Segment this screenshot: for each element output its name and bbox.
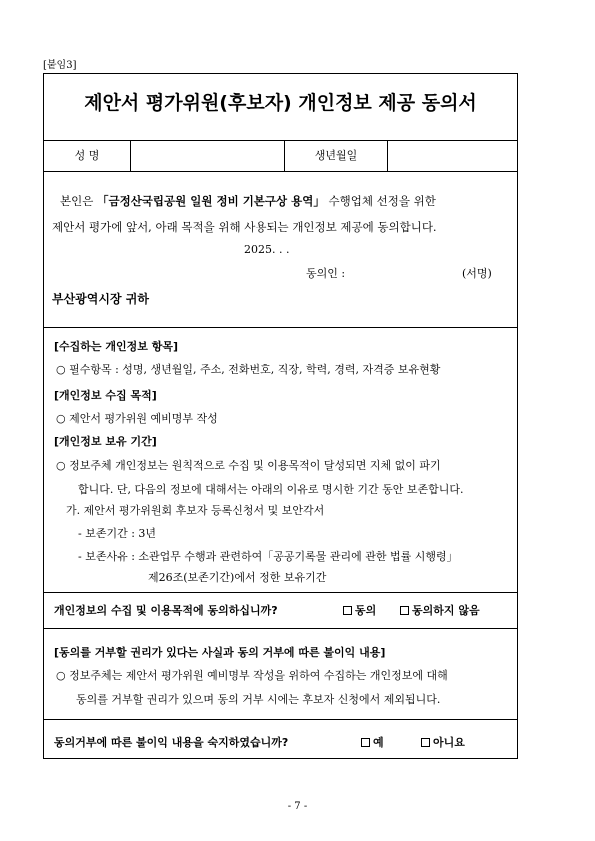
checkbox-icon[interactable] xyxy=(343,606,352,615)
divider xyxy=(44,628,517,629)
checkbox-icon[interactable] xyxy=(421,738,430,747)
consent-line-2: 제안서 평가에 앞서, 아래 목적을 위해 사용되는 개인정보 제공에 동의합니다. xyxy=(52,220,437,234)
checkbox-icon[interactable] xyxy=(400,606,409,615)
divider xyxy=(44,327,517,328)
purpose-title: [개인정보 수집 목적] xyxy=(54,389,157,402)
retention-line: ○ 정보주체 개인정보는 원칙적으로 수집 및 이용목적이 달성되면 지체 없이 파기 xyxy=(56,459,441,472)
divider xyxy=(44,171,517,172)
yes-option[interactable]: 예 xyxy=(361,734,384,750)
no-option[interactable]: 아니요 xyxy=(421,734,465,750)
attachment-label: [붙임3] xyxy=(43,60,77,71)
recipient: 부산광역시장 귀하 xyxy=(52,292,149,306)
refusal-line: 동의를 거부할 권리가 있으며 동의 거부 시에는 후보자 신청에서 제외됩니다. xyxy=(76,693,441,706)
birth-field[interactable] xyxy=(388,140,518,171)
signature-label: (서명) xyxy=(462,267,492,280)
signer-label: 동의인 : xyxy=(306,267,346,280)
checkbox-icon[interactable] xyxy=(361,738,370,747)
retention-line: 가. 제안서 평가위원회 후보자 등록신청서 및 보안각서 xyxy=(66,504,325,517)
items-text: ○ 필수항목 : 성명, 생년월일, 주소, 전화번호, 직장, 학력, 경력, 자격증 보유현황 xyxy=(56,363,441,376)
page-number: - 7 - xyxy=(287,801,308,812)
name-label: 성 명 xyxy=(74,149,100,162)
divider xyxy=(44,592,517,593)
project-name: 「금정산국립공원 일원 정비 기본구상 용역」 xyxy=(96,194,325,208)
question-acknowledge: 동의거부에 따른 불이익 내용을 숙지하였습니까? xyxy=(54,736,289,749)
consent-line-1: 본인은 「금정산국립공원 일원 정비 기본구상 용역」 수행업체 선정을 위한 xyxy=(60,194,436,208)
items-title: [수집하는 개인정보 항목] xyxy=(54,340,178,353)
birth-label: 생년월일 xyxy=(314,149,358,162)
disagree-option[interactable]: 동의하지 않음 xyxy=(400,602,480,618)
retention-title: [개인정보 보유 기간] xyxy=(54,435,157,448)
name-field[interactable] xyxy=(131,140,284,171)
form-title: 제안서 평가위원(후보자) 개인정보 제공 동의서 xyxy=(84,92,477,114)
agree-option[interactable]: 동의 xyxy=(343,602,376,618)
consent-form xyxy=(43,73,518,759)
refusal-title: [동의를 거부할 권리가 있다는 사실과 동의 거부에 따른 불이익 내용] xyxy=(54,646,386,659)
retention-line: 합니다. 단, 다음의 정보에 대해서는 아래의 이유로 명시한 기간 동안 보존합니다. xyxy=(78,483,464,496)
question-consent: 개인정보의 수집 및 이용목적에 동의하십니까? xyxy=(54,604,278,617)
purpose-text: ○ 제안서 평가위원 예비명부 작성 xyxy=(56,412,218,425)
retention-line: 제26조(보존기간)에서 정한 보유기간 xyxy=(148,571,327,584)
retention-line: - 보존사유 : 소관업무 수행과 관련하여「공공기록물 관리에 관한 법률 시행령」 xyxy=(78,550,458,563)
retention-line: - 보존기간 : 3년 xyxy=(78,527,157,540)
consent-date: 2025. . . xyxy=(244,243,290,256)
divider xyxy=(44,719,517,720)
refusal-line: ○ 정보주체는 제안서 평가위원 예비명부 작성을 위하여 수집하는 개인정보에 대해 xyxy=(56,669,448,682)
